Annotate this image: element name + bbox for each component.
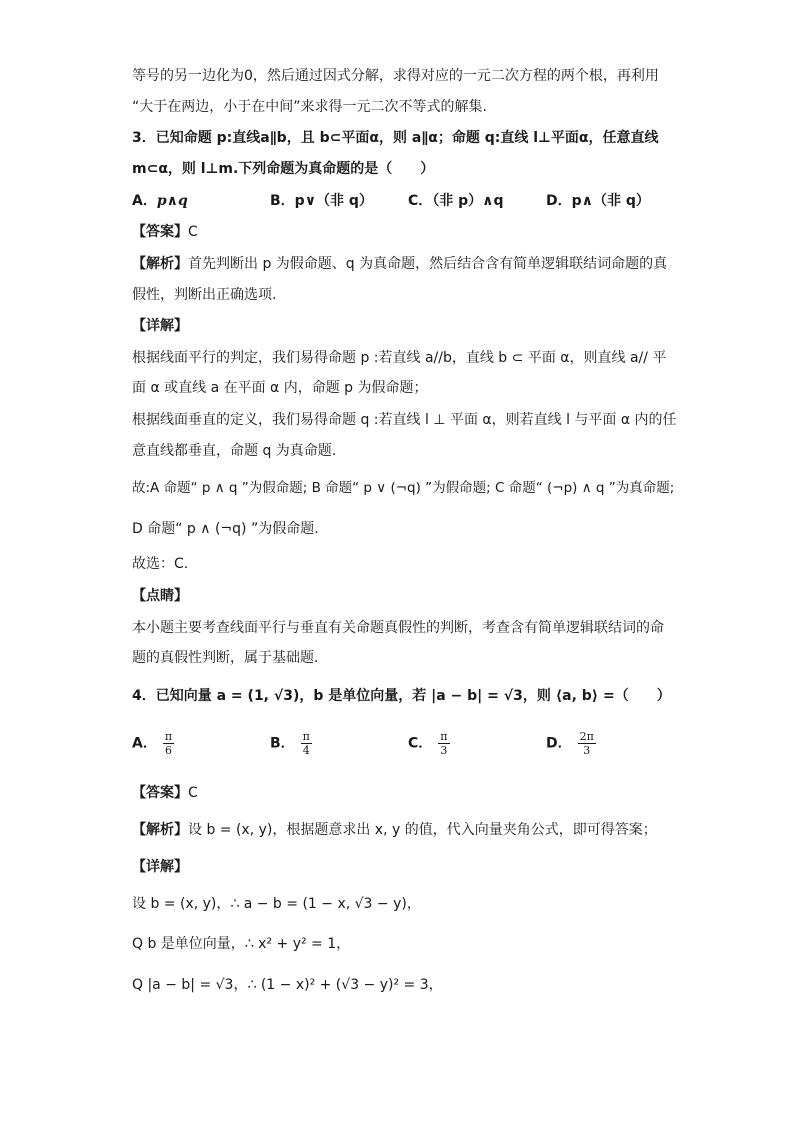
detail-line: 面 α 或直线 a 在平面 α 内，命题 p 为假命题； xyxy=(132,380,428,396)
analysis-line xyxy=(132,820,657,840)
comment-tag: 【点睛】 xyxy=(132,588,188,604)
fraction-denominator: 3 xyxy=(583,744,591,757)
option-c xyxy=(408,730,450,757)
option-d xyxy=(546,730,596,757)
answer-line xyxy=(132,783,198,803)
option-label: A． xyxy=(132,193,157,209)
analysis-text: 设 b = (x, y)，根据题意求出 x, y 的值，代入向量夹角公式，即可得答案； xyxy=(188,822,657,838)
detail-line: 根据线面平行的判定，我们易得命题 p :若直线 a//b，直线 b ⊂ 平面 α，则直线 a// 平 xyxy=(132,350,667,366)
option-text: p∧（非 q） xyxy=(571,193,650,209)
option-label: B． xyxy=(270,193,295,209)
answer-line xyxy=(132,222,198,242)
option-a xyxy=(132,191,188,211)
option-fraction xyxy=(578,730,596,757)
detail-line: 根据线面垂直的定义，我们易得命题 q :若直线 l ⊥ 平面 α，则若直线 l 与平面 α 内的任 xyxy=(132,412,677,428)
comment-line: 题的真假性判断，属于基础题. xyxy=(132,650,319,666)
option-fraction xyxy=(301,730,312,757)
option-label: D． xyxy=(546,735,572,752)
fraction-numerator: π xyxy=(302,730,310,743)
comment-line: 本小题主要考查线面平行与垂直有关命题真假性的判断，考查含有简单逻辑联结词的命 xyxy=(132,620,664,636)
option-b xyxy=(270,191,373,211)
analysis-line: 假性，判断出正确选项. xyxy=(132,287,277,303)
answer-tag: 【答案】 xyxy=(132,785,188,801)
fraction-numerator: π xyxy=(164,730,173,743)
option-fraction xyxy=(163,730,174,757)
answer-tag: 【答案】 xyxy=(132,224,188,240)
fraction-numerator: π xyxy=(440,730,448,743)
analysis-tag: 【解析】 xyxy=(132,822,188,838)
option-text: （非 p）∧q xyxy=(432,193,504,209)
option-d xyxy=(546,191,650,211)
option-fraction xyxy=(438,730,449,757)
detail-line: 故选：C. xyxy=(132,556,189,572)
analysis-tag: 【解析】 xyxy=(132,256,188,272)
option-label: B． xyxy=(270,735,295,752)
detail-line: D 命题“ p ∧ (¬q) ”为假命题. xyxy=(132,521,319,537)
option-label: D． xyxy=(546,193,572,209)
option-a xyxy=(132,730,174,757)
option-text: p∨（非 q） xyxy=(294,193,373,209)
paragraph-line: 等号的另一边化为0，然后通过因式分解，求得对应的一元二次方程的两个根，再利用 xyxy=(132,68,659,84)
answer-value: C xyxy=(188,224,198,240)
option-label: C． xyxy=(408,735,433,752)
question-3-stem: m⊂α，则 l⊥m.下列命题为真命题的是（ ） xyxy=(132,161,435,177)
option-label: C． xyxy=(408,193,433,209)
option-c xyxy=(408,191,504,211)
detail-tag: 【详解】 xyxy=(132,318,188,334)
detail-tag: 【详解】 xyxy=(132,859,188,875)
fraction-denominator: 3 xyxy=(440,744,448,757)
option-text: p∧q xyxy=(156,193,188,209)
paragraph-line: “大于在两边，小于在中间”来求得一元二次不等式的解集. xyxy=(132,99,487,115)
question-4-stem: 4．已知向量 a = (1, √3)，b 是单位向量，若 |a − b| = √3，则 ⟨a, b⟩ =（ ） xyxy=(132,688,671,704)
detail-line: Q b 是单位向量，∴ x² + y² = 1， xyxy=(132,936,351,952)
option-label: A． xyxy=(132,735,157,752)
detail-line: 故:A 命题“ p ∧ q ”为假命题; B 命题“ p ∨ (¬q) ”为假命题; C 命题“ (¬p) ∧ q ”为真命题; xyxy=(132,480,675,496)
option-b xyxy=(270,730,312,757)
question-3-stem: 3．已知命题 p:直线a∥b，且 b⊂平面α，则 a∥α；命题 q:直线 l⊥平面α，任意直线 xyxy=(132,130,659,146)
detail-line: Q |a − b| = √3，∴ (1 − x)² + (√3 − y)² = 3， xyxy=(132,977,443,993)
fraction-denominator: 6 xyxy=(164,744,172,757)
fraction-numerator: 2π xyxy=(579,730,594,743)
detail-line: 设 b = (x, y)，∴ a − b = (1 − x, √3 − y)， xyxy=(132,896,421,912)
detail-line: 意直线都垂直，命题 q 为真命题. xyxy=(132,443,337,459)
answer-value: C xyxy=(188,785,198,801)
analysis-text: 首先判断出 p 为假命题、q 为真命题，然后结合含有简单逻辑联结词命题的真 xyxy=(188,256,668,272)
analysis-line xyxy=(132,254,667,274)
fraction-denominator: 4 xyxy=(302,744,310,757)
